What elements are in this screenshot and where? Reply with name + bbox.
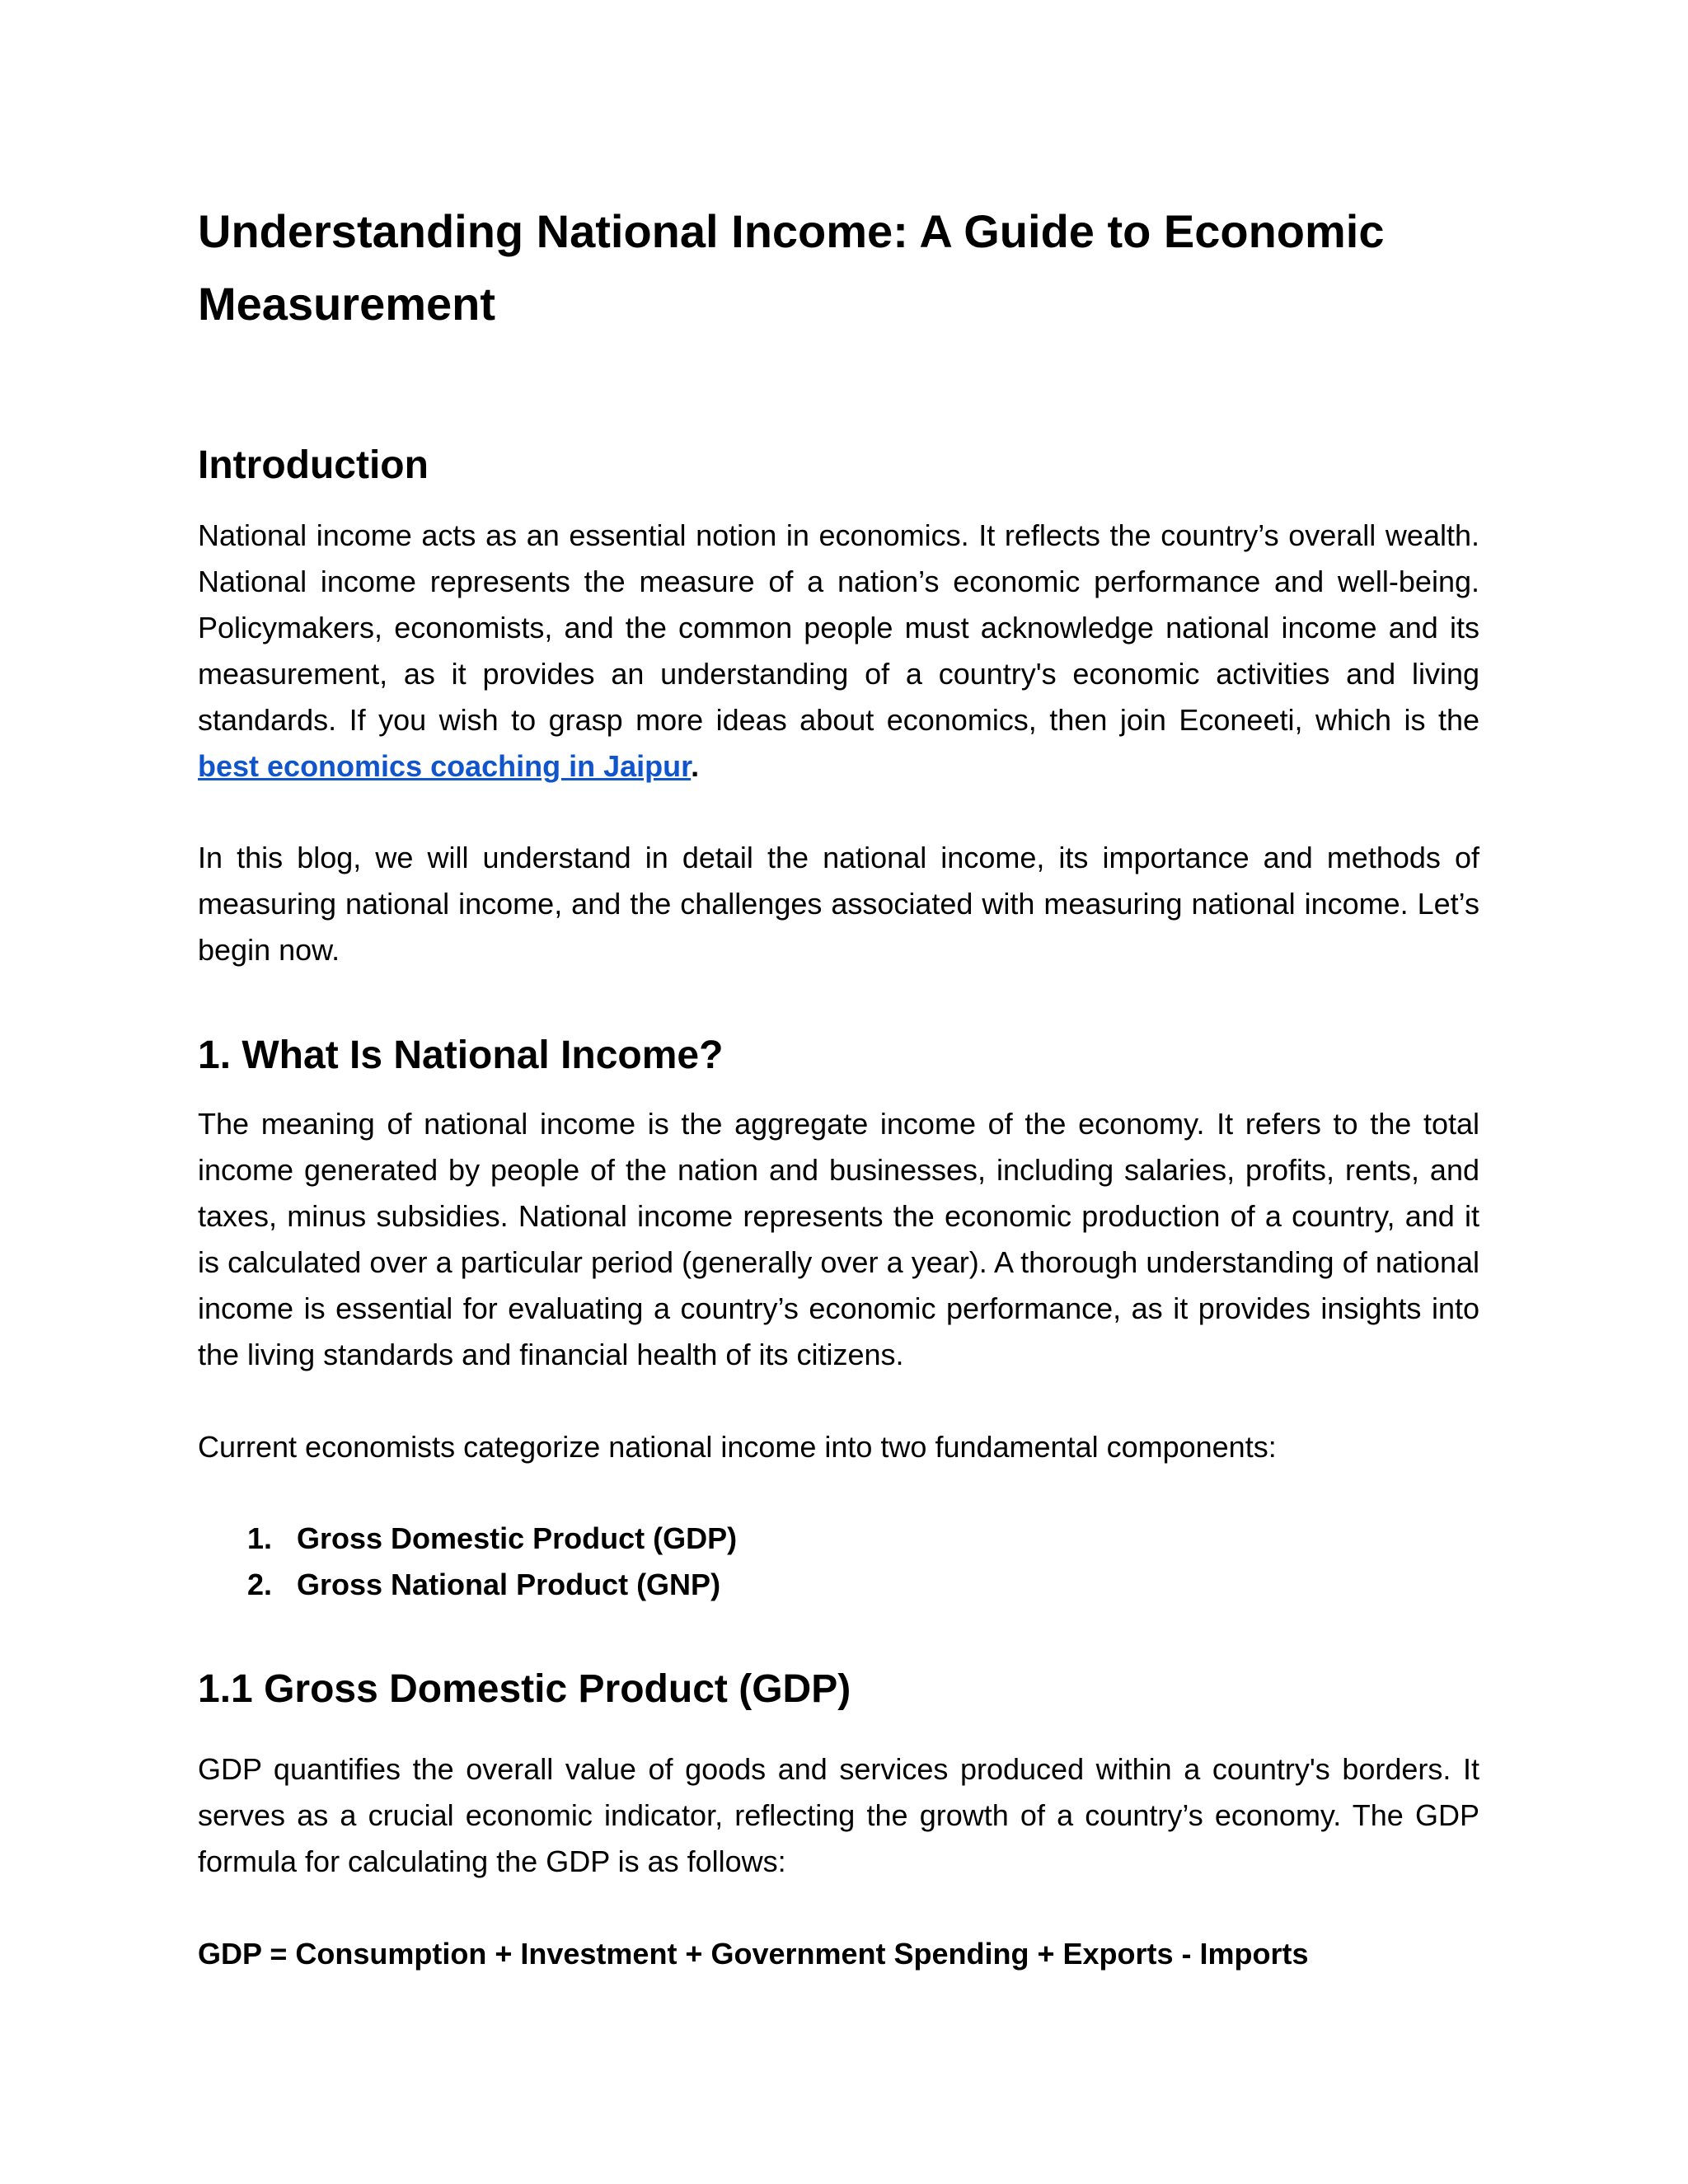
document-title: Understanding National Income: A Guide to Economic Measurement bbox=[198, 205, 1385, 330]
gdp-formula: GDP = Consumption + Investment + Government Spending + Exports - Imports bbox=[198, 1937, 1309, 1971]
components-list bbox=[198, 1516, 1479, 1608]
gdp-paragraph: GDP quantifies the overall value of goods and services produced within a country's borders. It serves as a crucial economic indicator, reflecting the growth of a country’s economy. The GDP formula for calculating the GDP is as follows: bbox=[198, 1752, 1479, 1878]
introduction-paragraph-2: In this blog, we will understand in detail the national income, its importance and methods of measuring national income, and the challenges associated with measuring national income. Let’s begin now. bbox=[198, 841, 1479, 967]
list-item-number: 2. bbox=[247, 1568, 273, 1601]
list-item-label: Gross National Product (GNP) bbox=[297, 1568, 721, 1601]
introduction-paragraph-1-end: . bbox=[691, 749, 700, 783]
list-item bbox=[198, 1562, 1479, 1608]
components-intro-paragraph: Current economists categorize national income into two fundamental components: bbox=[198, 1430, 1277, 1464]
introduction-heading: Introduction bbox=[198, 443, 429, 487]
list-item-label: Gross Domestic Product (GDP) bbox=[297, 1521, 738, 1555]
gdp-heading: 1.1 Gross Domestic Product (GDP) bbox=[198, 1667, 851, 1711]
what-is-national-income-heading: 1. What Is National Income? bbox=[198, 1033, 724, 1077]
list-item bbox=[198, 1516, 1479, 1562]
what-is-national-income-paragraph: The meaning of national income is the aggregate income of the economy. It refers to the total income generated by people of the nation and businesses, including salaries, profits, rents, and taxes, minus subsidies. National income represents the economic production of a country, and it is calculated over a particular period (generally over a year). A thorough understanding of national income is essential for evaluating a country’s economic performance, as it provides insights into the living standards and financial health of its citizens. bbox=[198, 1107, 1479, 1371]
list-item-number: 1. bbox=[247, 1521, 273, 1555]
coaching-link[interactable]: best economics coaching in Jaipur bbox=[198, 749, 692, 783]
introduction-paragraph-1-text: National income acts as an essential notion in economics. It reflects the country’s overall wealth. National income represents the measure of a nation’s economic performance and well-being. Policymakers, economists, and the common people must acknowledge national income and its measurement, as it provides an understanding of a country's economic activities and living standards. If you wish to grasp more ideas about economics, then join Econeeti, which is the bbox=[198, 518, 1479, 737]
introduction-paragraph-1 bbox=[198, 513, 1479, 790]
